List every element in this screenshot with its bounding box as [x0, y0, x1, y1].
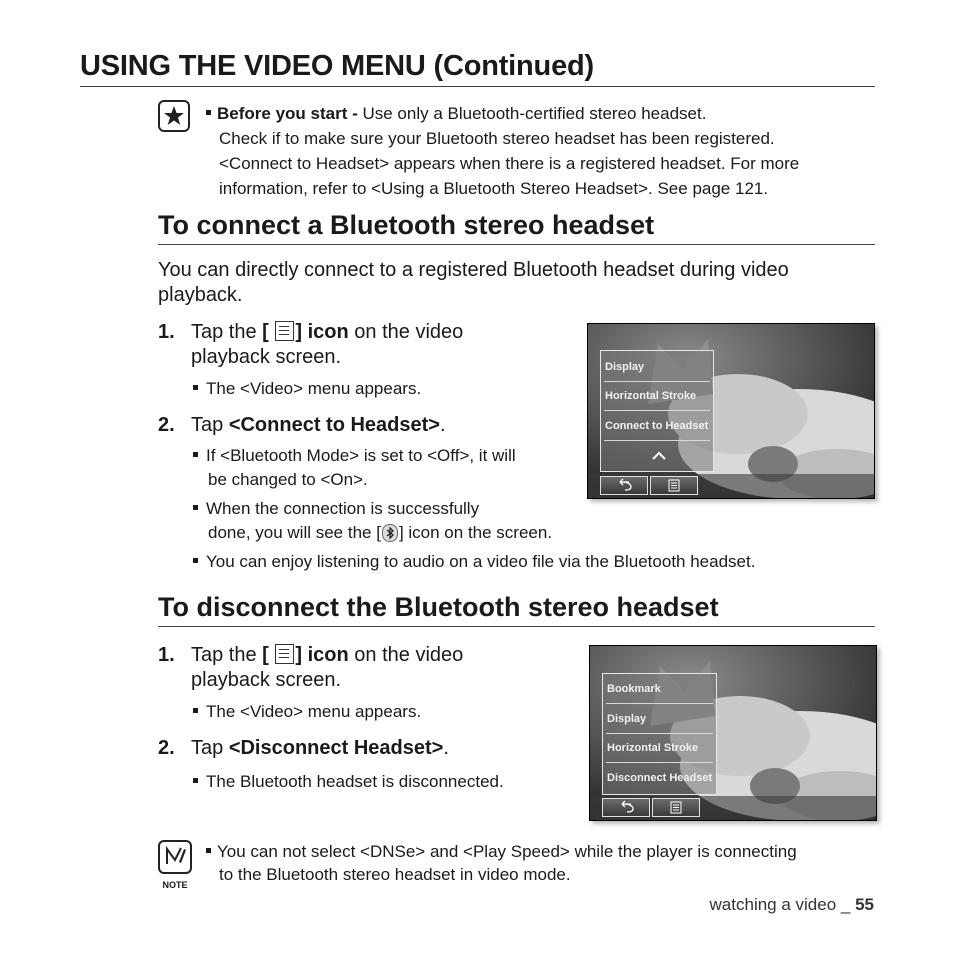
- disconnect-rule: [158, 626, 875, 627]
- connect-intro-line1: You can directly connect to a registered Bluetooth headset during video: [158, 259, 789, 281]
- connect-step1-post: on the video: [348, 321, 464, 343]
- before-start-line4: information, refer to <Using a Bluetooth Stereo Headset>. See page 121.: [219, 179, 769, 198]
- connect-step1-bullet: [193, 377, 421, 401]
- footer-section: watching a video _: [709, 895, 856, 914]
- connect-video-menu: [600, 350, 714, 472]
- disconnect-step1-line2: playback screen.: [191, 669, 342, 691]
- connect-screen: [587, 323, 875, 499]
- connect-bullet-2-line1: When the connection is successfully: [206, 499, 480, 518]
- menu-icon: [275, 644, 294, 664]
- menu-divider: [606, 703, 713, 704]
- menu-icon: [275, 321, 294, 341]
- connect-step2: [158, 413, 446, 438]
- menu-item-horizontal-stroke[interactable]: Horizontal Stroke: [607, 742, 699, 754]
- before-start-note: [206, 101, 799, 201]
- note-text: [206, 840, 797, 886]
- connect-step2-bold: <Connect to Headset>: [228, 414, 440, 436]
- note-icon: [158, 840, 192, 888]
- menu-item-connect-to-headset[interactable]: Connect to Headset: [605, 420, 709, 432]
- menu-item-display[interactable]: Display: [605, 361, 645, 373]
- disconnect-step1-bold: ] icon: [295, 644, 349, 666]
- page-title: USING THE VIDEO MENU (Continued): [80, 50, 594, 82]
- connect-rule: [158, 244, 875, 245]
- disconnect-heading: To disconnect the Bluetooth stereo headset: [158, 592, 719, 622]
- connect-step1-number: 1.: [158, 321, 175, 343]
- connect-bullet-3-text: You can enjoy listening to audio on a video file via the Bluetooth headset.: [206, 552, 756, 571]
- bluetooth-icon: [382, 524, 398, 542]
- disconnect-step2-number: 2.: [158, 737, 175, 759]
- disconnect-step1-bullet: [193, 700, 421, 724]
- menu-item-disconnect-headset[interactable]: Disconnect Headset: [607, 772, 713, 784]
- star-icon: [158, 100, 190, 132]
- back-icon: [603, 799, 649, 816]
- menu-button[interactable]: [650, 476, 698, 495]
- disconnect-step1: [158, 643, 464, 668]
- disconnect-step1-bullet-text: The <Video> menu appears.: [206, 702, 422, 721]
- connect-step2-number: 2.: [158, 414, 175, 436]
- connect-intro: [158, 258, 789, 308]
- menu-item-bookmark[interactable]: Bookmark: [607, 683, 661, 695]
- connect-step1-bullet-text: The <Video> menu appears.: [206, 379, 422, 398]
- title-rule: [80, 86, 875, 87]
- connect-step2-pre: Tap: [191, 414, 229, 436]
- connect-intro-line2: playback.: [158, 284, 243, 306]
- connect-step1-pre: Tap the: [191, 321, 263, 343]
- before-start-line2: Check if to make sure your Bluetooth stereo headset has been registered.: [219, 129, 775, 148]
- menu-item-display[interactable]: Display: [607, 713, 647, 725]
- disconnect-step1-number: 1.: [158, 644, 175, 666]
- disconnect-video-menu: [602, 673, 717, 795]
- menu-divider: [604, 440, 710, 441]
- note-line2: to the Bluetooth stereo headset in video mode.: [219, 865, 571, 884]
- connect-step1-bracket-open: [: [262, 321, 269, 343]
- disconnect-step2-pre: Tap: [191, 737, 229, 759]
- back-icon: [601, 477, 647, 494]
- menu-divider: [606, 762, 713, 763]
- before-start-label: Before you start -: [217, 104, 358, 123]
- page-number: 55: [855, 895, 874, 914]
- menu-divider: [604, 381, 710, 382]
- disconnect-step2: [158, 736, 449, 761]
- menu-item-horizontal-stroke[interactable]: Horizontal Stroke: [605, 390, 697, 402]
- disconnect-step1-post: on the video: [348, 644, 464, 666]
- connect-bullet-1: [193, 444, 516, 492]
- disconnect-step1-bracket-open: [: [262, 644, 269, 666]
- page-footer: [710, 895, 874, 915]
- menu-list-icon: [653, 799, 699, 816]
- disconnect-screen: [589, 645, 877, 821]
- connect-bullet-1-line2: be changed to <On>.: [208, 470, 368, 489]
- before-start-line1: Use only a Bluetooth-certified stereo headset.: [357, 104, 707, 123]
- menu-divider: [606, 733, 713, 734]
- connect-step1-line2: playback screen.: [191, 346, 342, 368]
- disconnect-bullet-1-text: The Bluetooth headset is disconnected.: [206, 772, 504, 791]
- connect-heading: To connect a Bluetooth stereo headset: [158, 210, 655, 240]
- menu-list-icon: [651, 477, 697, 494]
- menu-divider: [604, 410, 710, 411]
- connect-bullet-2: [193, 497, 552, 545]
- connect-step2-post: .: [439, 414, 446, 436]
- connect-bullet-3: [193, 550, 755, 574]
- connect-step1: [158, 320, 464, 345]
- note-label: NOTE: [162, 880, 188, 890]
- back-button[interactable]: [602, 798, 650, 817]
- disconnect-bullet-1: [193, 770, 504, 794]
- connect-step1-bold: ] icon: [295, 321, 349, 343]
- connect-bullet-2-post: ] icon on the screen.: [398, 523, 553, 542]
- disconnect-step2-bold: <Disconnect Headset>: [228, 737, 444, 759]
- back-button[interactable]: [600, 476, 648, 495]
- note-line1: You can not select <DNSe> and <Play Speed> while the player is connecting: [217, 842, 797, 861]
- before-start-line3: <Connect to Headset> appears when there is a registered headset. For more: [219, 154, 800, 173]
- connect-bullet-2-pre: done, you will see the [: [208, 523, 381, 542]
- chevron-up-icon[interactable]: [651, 447, 667, 465]
- disconnect-step2-post: .: [443, 737, 449, 759]
- menu-button[interactable]: [652, 798, 700, 817]
- connect-bullet-1-line1: If <Bluetooth Mode> is set to <Off>, it will: [206, 446, 516, 465]
- disconnect-step1-pre: Tap the: [191, 644, 263, 666]
